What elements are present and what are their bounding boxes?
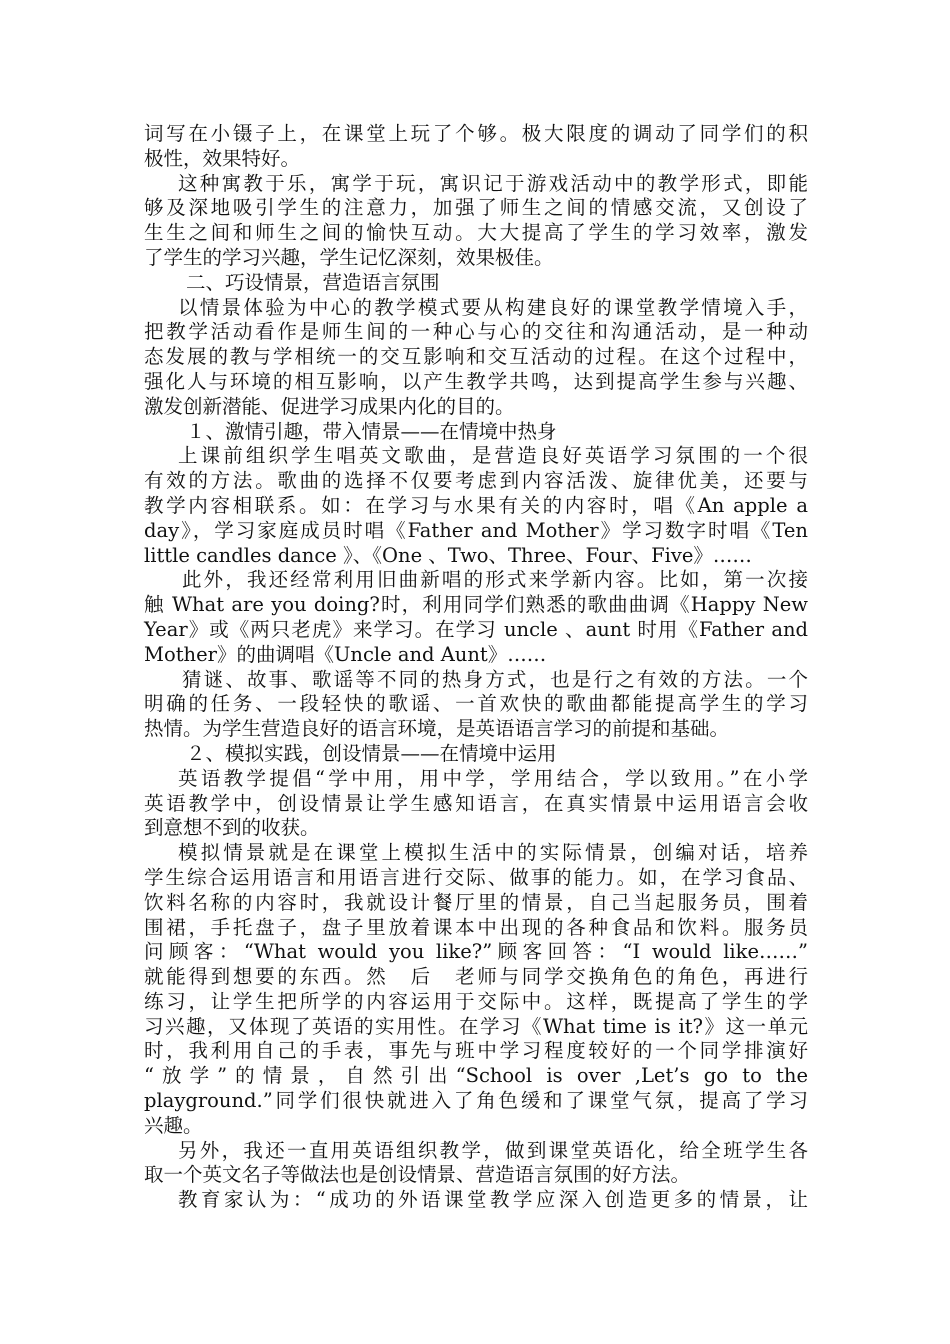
text-line: 英语教学提倡“学中用，用中学，学用结合，学以致用。”在小学 — [178, 766, 808, 790]
text-line: 时，我利用自己的手表，事先与班中学习程度较好的一个同学排演好 — [144, 1039, 808, 1063]
text-line: 就能得到想要的东西。然 后 老师与同学交换角色的角色，再进行 — [144, 965, 808, 989]
text-line: 此外，我还经常利用旧曲新唱的形式来学新内容。比如，第一次接 — [182, 568, 808, 592]
text-line: 态发展的教与学相统一的交互影响和交互活动的过程。在这个过程中， — [144, 345, 808, 369]
text-line: 教学内容相联系。如：在学习与水果有关的内容时，唱《An apple a — [144, 493, 808, 517]
subsection-heading: １、激情引趣，带入情景——在情境中热身 — [186, 419, 557, 443]
text-line: 触 What are you doing?时，利用同学们熟悉的歌曲曲调《Happy New — [144, 593, 808, 617]
text-line: 激发创新潜能、促进学习成果内化的目的。 — [144, 394, 515, 418]
text-line: 取一个英文名子等做法也是创设情景、营造语言氛围的好方法。 — [144, 1163, 691, 1187]
text-line: 生生之间和师生之间的愉快互动。大大提高了学生的学习效率，激发 — [144, 221, 808, 245]
text-line: little candles dance 》、《One 、Two、Three、Four、Five》…… — [144, 543, 752, 567]
text-line: 这种寓教于乐，寓学于玩，寓识记于游戏活动中的教学形式，即能 — [178, 171, 808, 195]
text-line: 有效的方法。歌曲的选择不仅要考虑到内容活泼、旋律优美，还要与 — [144, 469, 808, 493]
text-line: 练习，让学生把所学的内容运用于交际中。这样，既提高了学生的学 — [144, 989, 808, 1013]
text-line: 热情。为学生营造良好的语言环境，是英语语言学习的前提和基础。 — [144, 717, 730, 741]
text-line: 兴趣。 — [144, 1113, 203, 1137]
text-line: 英语教学中，创设情景让学生感知语言，在真实情景中运用语言会收 — [144, 791, 808, 815]
text-line: 明确的任务、一段轻快的歌谣、一首欢快的歌曲都能提高学生的学习 — [144, 692, 808, 716]
section-heading: 二、巧设情景，营造语言氛围 — [186, 270, 440, 294]
text-line: 以情景体验为中心的教学模式要从构建良好的课堂教学情境入手， — [178, 295, 808, 319]
subsection-heading: ２、模拟实践，创设情景——在情境中运用 — [186, 741, 557, 765]
text-line: 问顾客：“What would you like?”顾客回答：“I would like……” — [144, 940, 808, 964]
text-line: day》，学习家庭成员时唱《Father and Mother》学习数字时唱《Ten — [144, 518, 808, 542]
text-line: Mother》的曲调唱《Uncle and Aunt》…… — [144, 642, 547, 666]
text-line: 够及深地吸引学生的注意力，加强了师生之间的情感交流，又创设了 — [144, 196, 808, 220]
text-line: 饮料名称的内容时，我就设计餐厅里的情景，自己当起服务员，围着 — [144, 890, 808, 914]
text-line: 另外，我还一直用英语组织教学，做到课堂英语化，给全班学生各 — [178, 1138, 808, 1162]
text-line: 围裙，手托盘子，盘子里放着课本中出现的各种食品和饮料。服务员 — [144, 915, 808, 939]
text-line: 教育家认为：“成功的外语课堂教学应深入创造更多的情景，让 — [178, 1188, 808, 1212]
text-line: 习兴趣，又体现了英语的实用性。在学习《What time is it?》这一单元 — [144, 1014, 808, 1038]
text-line: “放学”的情景，自然引出“School is over ,Let’s go to the — [144, 1064, 808, 1088]
text-line: 模拟情景就是在课堂上模拟生活中的实际情景，创编对话，培养 — [178, 841, 808, 865]
text-line: 把教学活动看作是师生间的一种心与心的交往和沟通活动，是一种动 — [144, 320, 808, 344]
text-line: 词写在小镊子上，在课堂上玩了个够。极大限度的调动了同学们的积 — [144, 122, 808, 145]
text-line: Year》或《两只老虎》来学习。在学习 uncle 、aunt 时用《Father and — [144, 617, 808, 641]
document-page — [144, 122, 808, 1213]
text-line: 学生综合运用语言和用语言进行交际、做事的能力。如，在学习食品、 — [144, 865, 808, 889]
text-line: 猜谜、故事、歌谣等不同的热身方式，也是行之有效的方法。一个 — [182, 667, 808, 691]
text-line: 到意想不到的收获。 — [144, 816, 320, 840]
text-line: 了学生的学习兴趣，学生记忆深刻，效果极佳。 — [144, 245, 554, 269]
text-line: playground.”同学们很快就进入了角色缓和了课堂气氛，提高了学习 — [144, 1089, 808, 1113]
text-line: 强化人与环境的相互影响，以产生教学共鸣，达到提高学生参与兴趣、 — [144, 369, 808, 393]
text-line: 上课前组织学生唱英文歌曲，是营造良好英语学习氛围的一个很 — [178, 444, 808, 468]
text-line: 极性，效果特好。 — [144, 146, 301, 170]
